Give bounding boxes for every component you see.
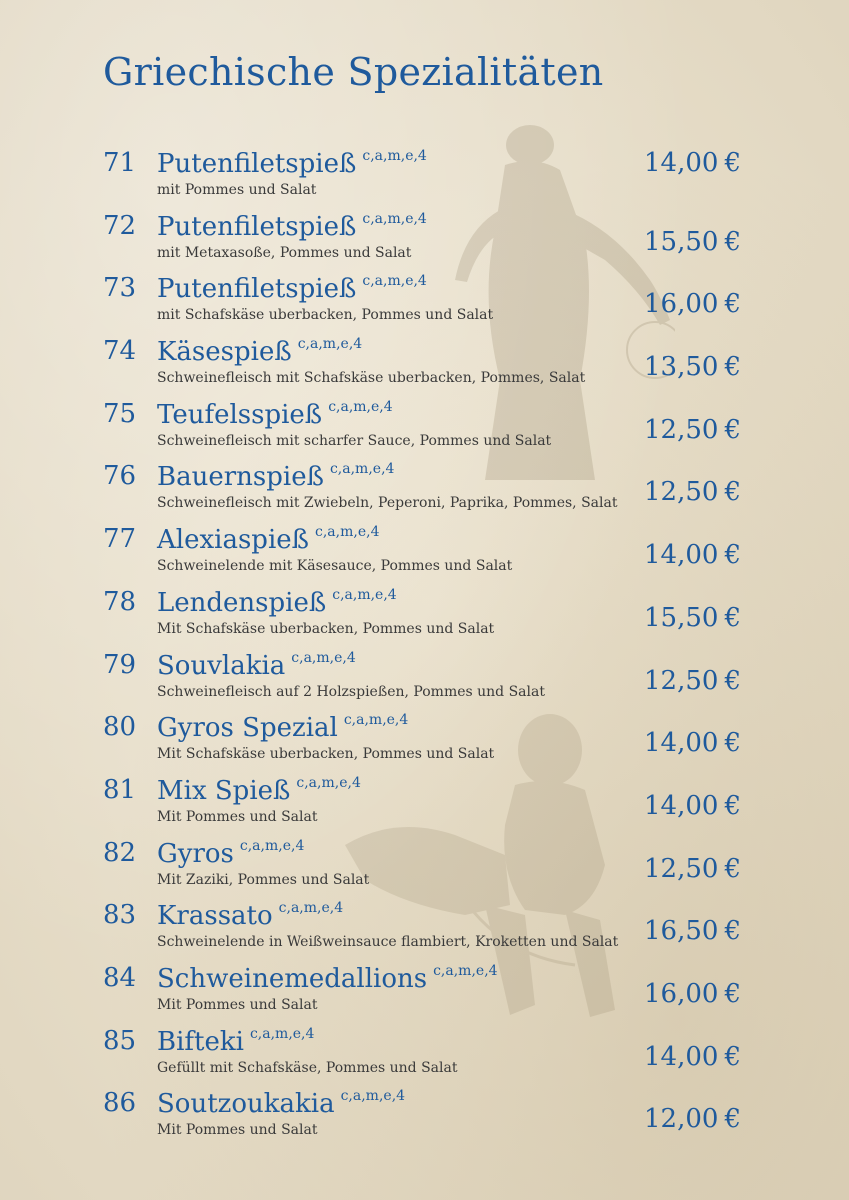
item-number: 83 [103, 900, 137, 931]
item-number: 82 [103, 837, 137, 868]
menu-item [0, 712, 849, 775]
menu-item [0, 1088, 849, 1151]
item-price-value: 12,50 [644, 414, 719, 445]
item-price-value: 15,50 [644, 226, 719, 257]
item-price [644, 728, 741, 758]
item-description: Schweinelende mit Käsesauce, Pommes und Salat [157, 558, 513, 575]
item-allergens: c,a,m,e,4 [362, 148, 427, 164]
item-price [644, 979, 741, 1009]
item-price [644, 791, 741, 821]
item-description: Mit Schafskäse uberbacken, Pommes und Salat [157, 620, 495, 637]
item-description: Schweinefleisch auf 2 Holzspießen, Pommes und Salat [157, 683, 545, 700]
item-allergens: c,a,m,e,4 [239, 837, 305, 854]
item-allergens: c,a,m,e,4 [315, 524, 380, 541]
item-allergens: c,a,m,e,4 [328, 398, 393, 415]
item-price [644, 415, 741, 445]
item-description: mit Metaxasoße, Pommes und Salat [157, 244, 412, 261]
item-description: mit Pommes und Salat [157, 182, 317, 198]
item-allergens: c,a,m,e,4 [340, 1088, 406, 1105]
item-name-text: Lendenspieß [157, 587, 327, 618]
euro-symbol: € [724, 352, 741, 383]
item-description: Mit Schafskäse uberbacken, Pommes und Salat [157, 746, 495, 763]
item-name [157, 900, 343, 931]
item-description: Mit Zaziki, Pommes und Salat [157, 871, 370, 888]
item-description: Gefüllt mit Schafskäse, Pommes und Salat [157, 1059, 458, 1076]
item-price-value: 13,50 [644, 352, 719, 383]
item-price [644, 1042, 741, 1072]
item-price-value: 16,00 [644, 289, 719, 320]
euro-symbol: € [724, 414, 741, 445]
item-number: 79 [103, 649, 137, 680]
item-name [157, 1088, 405, 1119]
item-name-text: Putenfiletspieß [157, 274, 357, 305]
menu-item [0, 587, 849, 650]
item-name [157, 1026, 314, 1057]
euro-symbol: € [724, 226, 741, 257]
item-name-text: Käsespieß [157, 337, 292, 368]
item-price [644, 477, 741, 507]
item-name [157, 399, 393, 430]
item-name [157, 211, 427, 242]
item-allergens: c,a,m,e,4 [296, 774, 361, 791]
item-name [157, 650, 356, 681]
item-price [644, 1104, 741, 1134]
item-name-text: Bauernspieß [157, 462, 324, 493]
item-price-value: 12,00 [644, 1104, 719, 1135]
menu-list [0, 148, 849, 1151]
item-name-text: Schweinemedallions [157, 963, 428, 994]
item-description: Schweinefleisch mit scharfer Sauce, Pommes und Salat [157, 432, 552, 449]
item-price-value: 14,00 [644, 540, 719, 571]
item-price-value: 12,50 [644, 665, 719, 696]
euro-symbol: € [724, 477, 741, 508]
menu-item [0, 399, 849, 462]
euro-symbol: € [724, 289, 741, 320]
item-allergens: c,a,m,e,4 [278, 900, 344, 917]
item-name-text: Gyros Spezial [157, 713, 338, 744]
euro-symbol: € [724, 1041, 741, 1072]
item-description: Mit Pommes und Salat [157, 808, 318, 825]
menu-item [0, 963, 849, 1026]
item-name [157, 587, 397, 618]
item-number: 80 [103, 712, 137, 743]
item-number: 85 [103, 1025, 137, 1056]
item-price [644, 289, 741, 319]
item-price [644, 540, 741, 570]
item-description: Schweinefleisch mit Zwiebeln, Peperoni, Paprika, Pommes, Salat [157, 495, 618, 512]
item-name-text: Putenfiletspieß [157, 211, 357, 242]
item-description: Schweinefleisch mit Schafskäse uberbacken, Pommes, Salat [157, 370, 586, 387]
item-price [644, 854, 741, 884]
menu-item [0, 211, 849, 274]
item-allergens: c,a,m,e,4 [297, 336, 363, 353]
item-description: Schweinelende in Weißweinsauce flambiert, Kroketten und Salat [157, 934, 619, 951]
menu-item [0, 775, 849, 838]
item-number: 84 [103, 962, 137, 993]
item-price [644, 916, 741, 946]
item-name [157, 461, 394, 492]
item-allergens: c,a,m,e,4 [343, 712, 409, 729]
item-allergens: c,a,m,e,4 [362, 273, 427, 290]
menu-item [0, 336, 849, 399]
item-name [157, 273, 427, 304]
menu-item [0, 273, 849, 336]
item-number: 78 [103, 586, 137, 617]
menu-item [0, 461, 849, 524]
item-price-value: 16,00 [644, 978, 719, 1009]
item-price-value: 14,00 [644, 148, 719, 178]
item-name-text: Krassato [157, 901, 273, 932]
item-price [644, 227, 741, 257]
item-price-value: 16,50 [644, 916, 719, 947]
euro-symbol: € [724, 978, 741, 1009]
item-price [644, 666, 741, 696]
euro-symbol: € [724, 540, 741, 571]
item-name-text: Soutzoukakia [157, 1089, 335, 1120]
menu-item [0, 1026, 849, 1089]
item-name [157, 775, 361, 806]
euro-symbol: € [724, 790, 741, 821]
item-name-text: Bifteki [157, 1026, 244, 1057]
item-name-text: Mix Spieß [157, 775, 291, 806]
item-price [644, 148, 741, 178]
item-name-text: Gyros [157, 838, 234, 869]
item-allergens: c,a,m,e,4 [291, 649, 356, 666]
item-price [644, 603, 741, 633]
item-price-value: 15,50 [644, 602, 719, 633]
item-number: 74 [103, 336, 137, 367]
euro-symbol: € [724, 665, 741, 696]
item-number: 86 [103, 1088, 137, 1119]
item-price-value: 14,00 [644, 1041, 719, 1072]
euro-symbol: € [724, 602, 741, 633]
item-name [157, 336, 362, 367]
item-number: 81 [103, 774, 137, 805]
item-number: 76 [103, 461, 137, 492]
item-name-text: Putenfiletspieß [157, 149, 357, 179]
item-allergens: c,a,m,e,4 [433, 962, 498, 979]
euro-symbol: € [724, 148, 741, 178]
menu-item [0, 838, 849, 901]
item-name [157, 524, 379, 555]
menu-item [0, 148, 849, 211]
item-description: Mit Pommes und Salat [157, 996, 318, 1013]
item-name [157, 712, 408, 743]
item-allergens: c,a,m,e,4 [329, 461, 395, 478]
page-title: Griechische Spezialitäten [103, 50, 604, 94]
item-name [157, 838, 304, 869]
item-name-text: Teufelsspieß [157, 399, 323, 430]
item-number: 72 [103, 210, 137, 241]
euro-symbol: € [724, 853, 741, 884]
euro-symbol: € [724, 728, 741, 759]
item-number: 73 [103, 273, 137, 304]
item-number: 75 [103, 398, 137, 429]
item-allergens: c,a,m,e,4 [332, 586, 397, 603]
item-name [157, 148, 427, 179]
item-name [157, 963, 498, 994]
euro-symbol: € [724, 1104, 741, 1135]
menu-item [0, 650, 849, 713]
item-description: Mit Pommes und Salat [157, 1122, 318, 1139]
item-name-text: Alexiaspieß [157, 525, 310, 556]
item-description: mit Schafskäse uberbacken, Pommes und Salat [157, 307, 494, 324]
item-price-value: 14,00 [644, 790, 719, 821]
item-price-value: 12,50 [644, 477, 719, 508]
item-price [644, 352, 741, 382]
menu-item [0, 900, 849, 963]
menu-item [0, 524, 849, 587]
item-price-value: 14,00 [644, 728, 719, 759]
item-number: 77 [103, 524, 137, 555]
item-allergens: c,a,m,e,4 [249, 1025, 315, 1042]
euro-symbol: € [724, 916, 741, 947]
item-number: 71 [103, 148, 137, 178]
item-name-text: Souvlakia [157, 650, 286, 681]
item-allergens: c,a,m,e,4 [362, 210, 427, 227]
item-price-value: 12,50 [644, 853, 719, 884]
